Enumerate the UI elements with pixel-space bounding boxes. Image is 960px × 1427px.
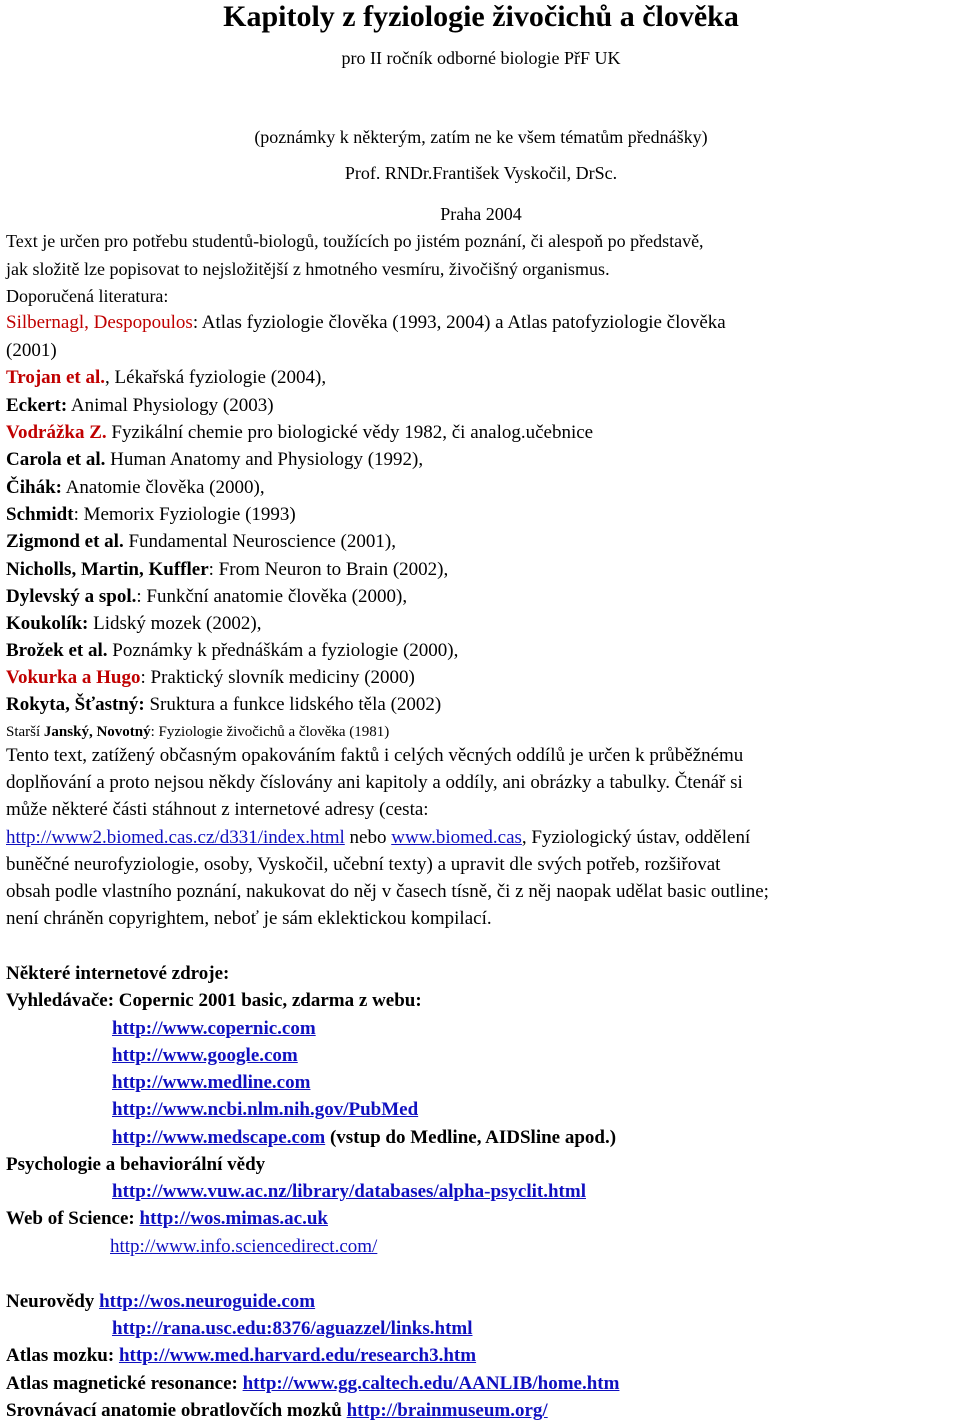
- older-text: : Fyziologie živočichů a člověka (1981): [150, 724, 390, 740]
- para-text: nebo: [344, 827, 392, 848]
- search-heading: Vyhledávače: Copernic 2001 basic, zdarma z webu:: [6, 990, 422, 1011]
- lit-text: Fundamental Neuroscience (2001),: [123, 531, 396, 552]
- lit-item: [6, 613, 261, 635]
- para-text: , Fyziologický ústav, oddělení: [521, 827, 751, 848]
- lit-text: Poznámky k přednáškám a fyziologie (2000),: [107, 640, 459, 661]
- brainmuseum-link[interactable]: http://brainmuseum.org/: [346, 1400, 548, 1421]
- lit-author: Vodrážka Z.: [6, 422, 107, 443]
- link-row: [112, 1018, 316, 1040]
- older-prefix: Starší: [6, 724, 44, 740]
- lit-item: [6, 640, 458, 662]
- google-link[interactable]: http://www.google.com: [112, 1045, 298, 1066]
- lit-author: Trojan et al.: [6, 367, 106, 388]
- sciencedirect-link[interactable]: http://www.info.sciencedirect.com/: [110, 1236, 378, 1257]
- lit-author: Rokyta, Šťastný:: [6, 694, 145, 715]
- title-block: [6, 0, 956, 34]
- lit-item: [6, 531, 396, 553]
- copernic-link[interactable]: http://www.copernic.com: [112, 1018, 316, 1039]
- resources-heading: Některé internetové zdroje:: [6, 963, 230, 984]
- literature-heading: Doporučená literatura:: [6, 286, 169, 306]
- lit-author: Koukolík:: [6, 613, 89, 634]
- link-row: [112, 1099, 418, 1121]
- mri-label: Atlas magnetické resonance:: [6, 1373, 243, 1394]
- medline-link[interactable]: http://www.medline.com: [112, 1072, 311, 1093]
- lit-author: Schmidt: [6, 504, 74, 525]
- lit-item: [6, 586, 407, 608]
- lit-item: [6, 667, 415, 689]
- link-row: [112, 1045, 298, 1067]
- link-row: [112, 1127, 616, 1149]
- pubmed-link[interactable]: http://www.ncbi.nlm.nih.gov/PubMed: [112, 1099, 419, 1120]
- wos-link[interactable]: http://wos.mimas.ac.uk: [139, 1208, 328, 1229]
- medscape-note: (vstup do Medline, AIDSline apod.): [325, 1127, 617, 1148]
- page-title: Kapitoly z fyziologie živočichů a člověka: [223, 0, 739, 33]
- lit-author: Carola et al.: [6, 449, 106, 470]
- lit-sep: :: [192, 312, 199, 333]
- para-line-7: není chráněn copyrightem, neboť je sám eklektickou kompilací.: [6, 908, 492, 929]
- lit-author: Čihák:: [6, 477, 62, 498]
- wos-row: [6, 1208, 328, 1230]
- lit-text: Human Anatomy and Physiology (1992),: [105, 449, 424, 470]
- mri-row: [6, 1373, 619, 1395]
- lit-text: Anatomie člověka (2000),: [61, 477, 265, 498]
- lit-author: Eckert:: [6, 395, 68, 416]
- compare-label: Srovnávací anatomie obratlovčích mozků: [6, 1400, 347, 1421]
- biomed-index-link[interactable]: http://www2.biomed.cas.cz/d331/index.html: [6, 827, 345, 848]
- older-author: Janský, Novotný: [43, 724, 151, 740]
- lit-text: : Memorix Fyziologie (1993): [73, 504, 296, 525]
- lit-author: Zigmond et al.: [6, 531, 124, 552]
- psyclit-link[interactable]: http://www.vuw.ac.nz/library/databases/alpha-psyclit.html: [112, 1181, 586, 1202]
- link-row: [112, 1181, 586, 1203]
- subtitle: pro II ročník odborné biologie PřF UK: [341, 48, 621, 68]
- lit-author: Dylevský a spol.: [6, 586, 137, 607]
- lit-item: [6, 422, 593, 444]
- lit-text: Atlas fyziologie člověka (1993, 2004) a Atlas patofyziologie člověka: [198, 312, 726, 333]
- lit-item: [6, 312, 726, 334]
- rana-link[interactable]: http://rana.usc.edu:8376/aguazzel/links.html: [112, 1318, 473, 1339]
- psych-heading: Psychologie a behaviorální vědy: [6, 1154, 266, 1175]
- para-line-4: [6, 827, 750, 849]
- lit-text: Animal Physiology (2003): [67, 395, 274, 416]
- lit-author: Silbernagl, Despopoulos: [6, 312, 193, 333]
- neuro-label: Neurovědy: [6, 1291, 100, 1312]
- lit-item: [6, 449, 423, 471]
- link-row: [112, 1072, 310, 1094]
- lit-item: [6, 559, 448, 581]
- lit-item: [6, 367, 326, 389]
- lit-author: Brožek et al.: [6, 640, 108, 661]
- neuroguide-link[interactable]: http://wos.neuroguide.com: [99, 1291, 316, 1312]
- lit-text: Fyzikální chemie pro biologické vědy 1982, či analog.učebnice: [106, 422, 594, 443]
- lit-text: Sruktura a funkce lidského těla (2002): [144, 694, 442, 715]
- lit-older: [6, 721, 389, 743]
- lit-text: Lidský mozek (2002),: [88, 613, 262, 634]
- para-line-6: obsah podle vlastního poznání, nakukovat do něj v časech tísně, či z něj naopak udělat basic outline;: [6, 881, 769, 902]
- lit-item: [6, 504, 296, 526]
- intro-line-2: jak složitě lze popisovat to nejsložitější z hmotného vesmíru, živočišný organismus.: [6, 259, 610, 279]
- author: Prof. RNDr.František Vyskočil, DrSc.: [344, 163, 618, 183]
- para-line-3: může některé části stáhnout z internetové adresy (cesta:: [6, 799, 429, 820]
- lit-author: Vokurka a Hugo: [6, 667, 141, 688]
- link-row: [110, 1236, 377, 1258]
- link-row: [112, 1318, 473, 1340]
- medscape-link[interactable]: http://www.medscape.com: [112, 1127, 326, 1148]
- lit-item: [6, 395, 274, 417]
- lit-author: Nicholls, Martin, Kuffler: [6, 559, 209, 580]
- lit-item: [6, 694, 441, 716]
- caltech-link[interactable]: http://www.gg.caltech.edu/AANLIB/home.htm: [242, 1373, 620, 1394]
- biomed-cas-link[interactable]: www.biomed.cas: [391, 827, 522, 848]
- harvard-link[interactable]: http://www.med.harvard.edu/research3.htm: [118, 1345, 477, 1366]
- lit-text: : From Neuron to Brain (2002),: [208, 559, 449, 580]
- lit-text: , Lékařská fyziologie (2004),: [105, 367, 327, 388]
- neuro-row: [6, 1291, 315, 1313]
- lit-item: [6, 477, 265, 499]
- lit-item: [6, 340, 57, 362]
- lit-text: (2001): [6, 340, 57, 361]
- para-line-5: buněčné neurofyziologie, osoby, Vyskočil, učební texty) a upravit dle svých potřeb, rozšiřovat: [6, 854, 721, 875]
- lit-text: : Praktický slovník mediciny (2000): [140, 667, 415, 688]
- place-year: Praha 2004: [440, 204, 522, 224]
- wos-label: Web of Science:: [6, 1208, 140, 1229]
- compare-row: [6, 1400, 548, 1422]
- atlas-label: Atlas mozku:: [6, 1345, 119, 1366]
- para-line-1: Tento text, zatížený občasným opakováním faktů i celých věcných oddílů je určen k průběžnému: [6, 745, 744, 766]
- lit-text: : Funkční anatomie člověka (2000),: [136, 586, 408, 607]
- atlas-row: [6, 1345, 476, 1367]
- note: (poznámky k některým, zatím ne ke všem tématům přednášky): [254, 127, 708, 147]
- para-line-2: doplňování a proto nejsou někdy číslovány ani kapitoly a oddíly, ani obrázky a tabulky. Čtenář si: [6, 772, 743, 793]
- intro-line-1: Text je určen pro potřebu studentů-biologů, toužících po jistém poznání, či alespoň po představě,: [6, 231, 704, 251]
